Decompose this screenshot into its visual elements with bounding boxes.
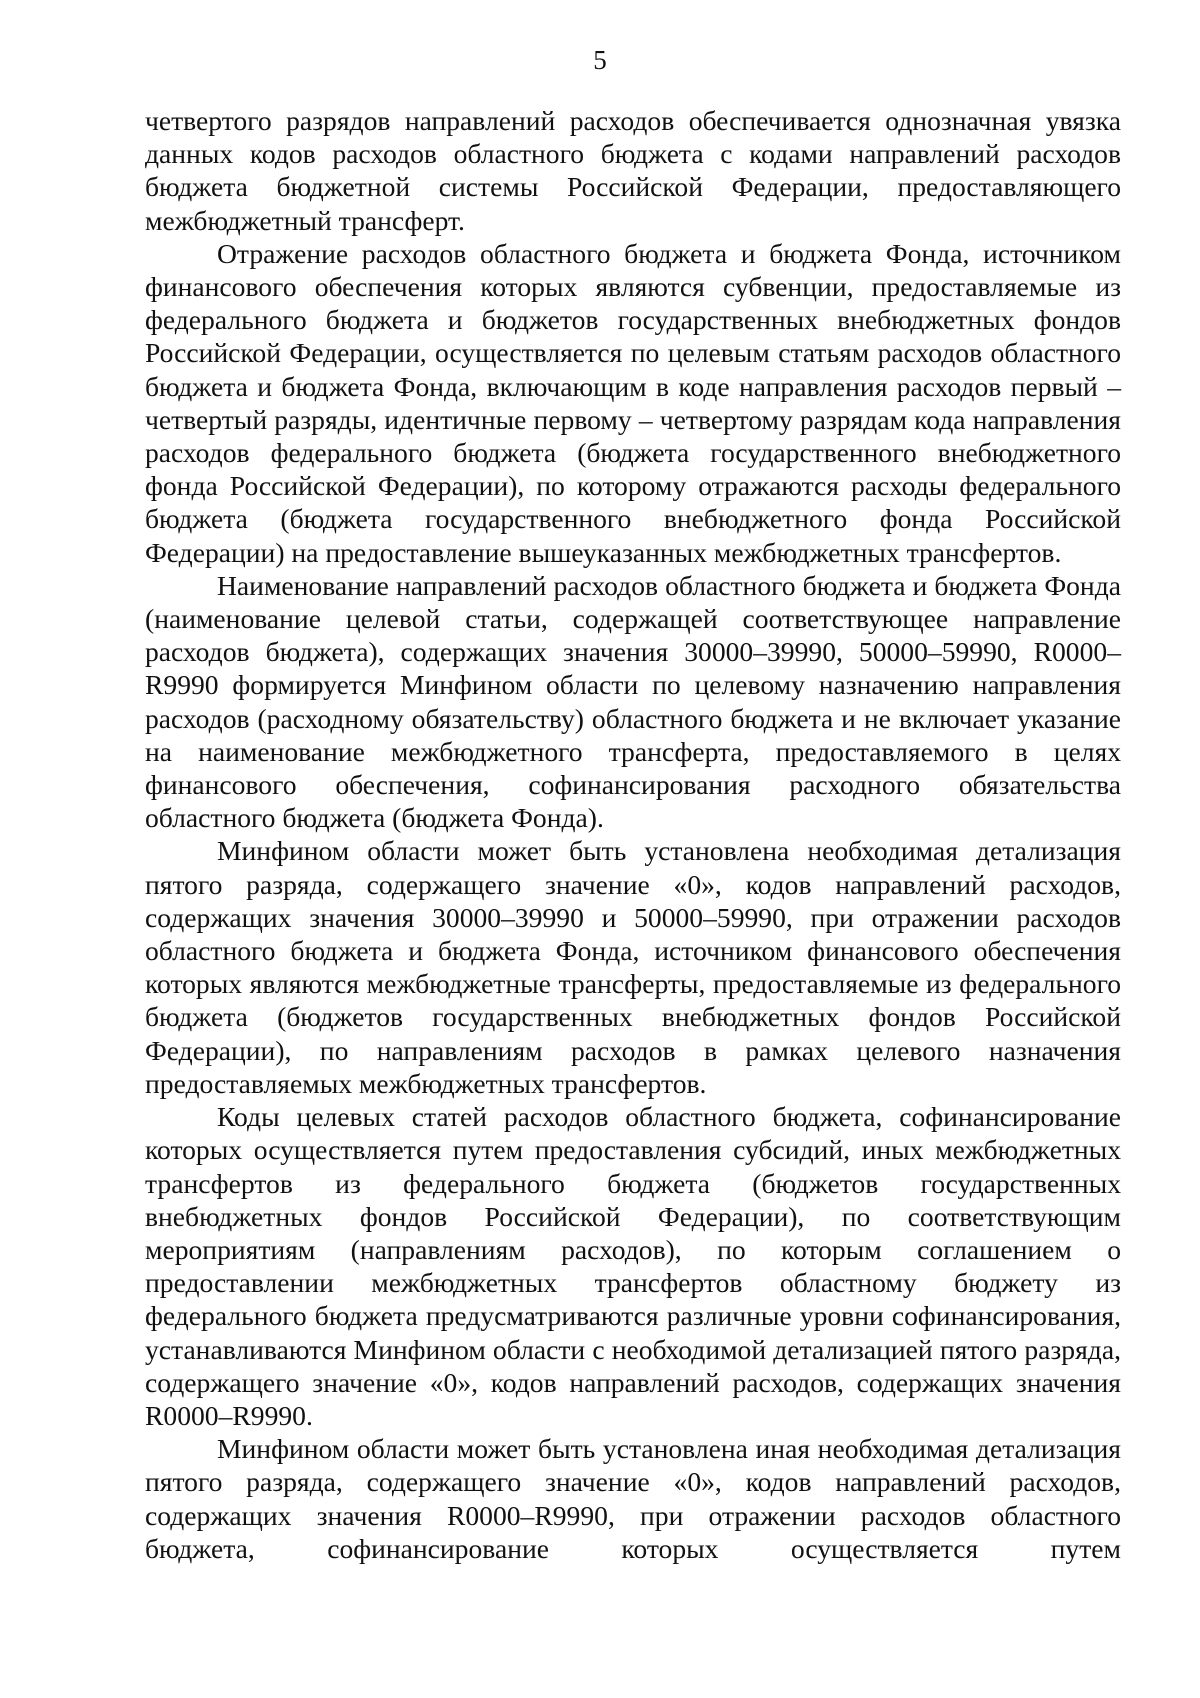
paragraph-direction-names: Наименование направлений расходов областного бюджета и бюджета Фонда (наименование целевой статьи, содержащей соответствующее направление расходов бюджета), содержащих значения 30000–39990, 50000–59990, R0000–R9990 формируется Минфином области по целевому назначению направления расходов (расходному обязательству) областного бюджета и не включает указание на наименование межбюджетного трансферта, предоставляемого в целях финансового обеспечения, софинансирования расходного обязательства областного бюджета (бюджета Фонда). [145,569,1121,834]
paragraph-other-detail: Минфином области может быть установлена иная необходимая детализация пятого разряда, содержащего значение «0», кодов направлений расходов, содержащих значения R0000–R9990, при отражении расходов областного бюджета, софинансирование которых осуществляется путем [145,1433,1121,1564]
paragraph-subvention-expenses: Отражение расходов областного бюджета и бюджета Фонда, источником финансового обеспечения которых являются субвенции, предоставляемые из федерального бюджета и бюджетов государственных внебюджетных фондов Российской Федерации, осуществляется по целевым статьям расходов областного бюджета и бюджета Фонда, включающим в коде направления расходов первый – четвертый разряды, идентичные первому – четвертому разрядам кода направления расходов федерального бюджета (бюджета государственного внебюджетного фонда Российской Федерации), по которому отражаются расходы федерального бюджета (бюджета государственного внебюджетного фонда Российской Федерации) на предоставление вышеуказанных межбюджетных трансфертов. [145,237,1121,568]
paragraph-fifth-digit-detail: Минфином области может быть установлена необходимая детализация пятого разряда, содержащего значение «0», кодов направлений расходов, содержащих значения 30000–39990 и 50000–59990, при отражении расходов областного бюджета и бюджета Фонда, источником финансового обеспечения которых являются межбюджетные трансферты, предоставляемые из федерального бюджета (бюджетов государственных внебюджетных фондов Российской Федерации), по направлениям расходов в рамках целевого назначения предоставляемых межбюджетных трансфертов. [145,835,1121,1099]
page-number: 5 [593,45,607,75]
paragraph-cofinancing-codes: Коды целевых статей расходов областного бюджета, софинансирование которых осуществляется путем предоставления субсидий, иных межбюджетных трансфертов из федерального бюджета (бюджетов государственных внебюджетных фондов Российской Федерации), по соответствующим мероприятиям (направлениям расходов), по которым соглашением о предоставлении межбюджетных трансфертов областному бюджету из федерального бюджета предусматриваются различные уровни софинансирования, устанавливаются Минфином области с необходимой детализацией пятого разряда, содержащего значение «0», кодов направлений расходов, содержащих значения R0000–R9990. [145,1101,1121,1431]
paragraph-continuation: четвертого разрядов направлений расходов обеспечивается однозначная увязка данных кодов расходов областного бюджета с кодами направлений расходов бюджета бюджетной системы Российской Федерации, предоставляющего межбюджетный трансферт. [145,105,1121,236]
document-body [145,104,1121,1565]
